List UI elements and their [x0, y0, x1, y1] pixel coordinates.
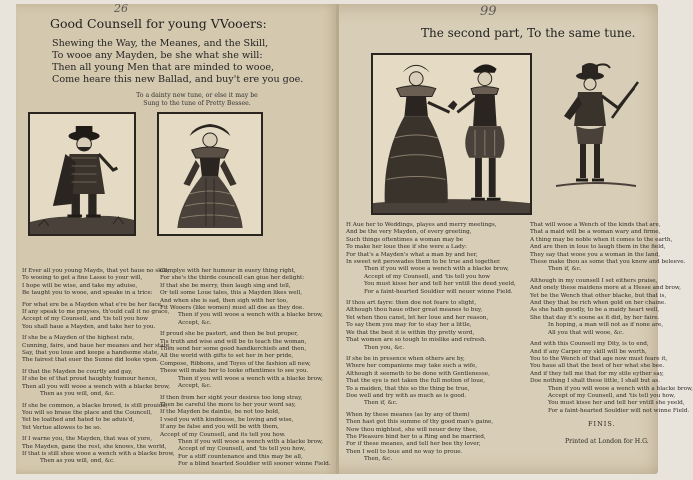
verse-line: The fairest that euer the Sunne did looke vpon. — [22, 357, 159, 364]
verse-line: That women are so tough to mislike and refresh. — [346, 337, 487, 344]
woodcut-couple — [371, 53, 532, 215]
verse-line: Yet be loathed and hated to be aduis'd, — [22, 417, 135, 424]
verse-line: If any speak to me prayses, th'ould call it no grace, — [22, 309, 170, 316]
verse-line: Such things oftentimes a woman may be — [346, 236, 464, 243]
verse-line: If proud she be pastort, and then be but proper, — [160, 331, 299, 338]
verse-column-right-2 — [530, 222, 693, 419]
refrain-line: For a faint-hearted Souldier will not winne Field. — [548, 407, 690, 414]
verse-line: And if they tell me that for my stile eyther say, — [530, 370, 664, 377]
verse-line: To a maiden, that this so the thing be true, — [346, 385, 470, 392]
verse-line: A thing may be noble when it comes to the earth, — [530, 236, 673, 243]
verse-line: To say them you may for to stay her a little, — [346, 322, 472, 329]
verse-line: In sweet wit perswades them to be true and together. — [346, 259, 501, 266]
refrain-line: Accept of my Counsell, and 'tis tell you how, — [178, 446, 306, 453]
printer-imprint: Printed at London for H.G. — [565, 438, 649, 445]
stanza — [160, 331, 323, 390]
verse-line: I hope will be wise, and take my aduise, — [22, 282, 138, 289]
verse-line: Then I well to loue and no way to proue. — [346, 448, 463, 455]
woodcut-lady — [157, 112, 263, 236]
verse-line: I vsed you with kindnesse, be loving and wise, — [160, 416, 294, 423]
stanza — [22, 436, 175, 466]
verse-line: If she be of that proud haughty humour hence, — [22, 376, 158, 383]
stanza — [22, 335, 172, 365]
finis-mark: FINIS. — [588, 420, 616, 428]
refrain-line: Accept, &c. — [178, 319, 212, 326]
verse-line: If any be false and you will be with them, — [160, 424, 279, 431]
verse-line: We that the best it is within thy pretty word, — [346, 329, 475, 336]
verse-line: You shall haue a Mayden, and take her to you. — [22, 323, 156, 330]
refrain-line: For a blind hearted Souldier will sooner winne Field. — [178, 461, 331, 468]
verse-line: Accept of my Counsell, and its tell you how. — [160, 431, 286, 438]
verse-line: If thou art fayre: then doe not feare to slight, — [346, 300, 477, 307]
refrain-line: For a faint-hearted Souldier will neuer winne Field. — [364, 288, 513, 295]
refrain-line: Then if you will wooe a wench with a blacke brow, — [548, 385, 693, 392]
verse-line: And when she is sad, then sigh with her too, — [160, 297, 289, 304]
stanza — [530, 341, 693, 415]
verse-line: If she be common, a blacke browd, is still prouide, — [22, 402, 168, 409]
stanza — [22, 368, 171, 399]
verse-line: Then send her some good handkerchiefs and then, — [160, 346, 307, 353]
refrain-line: Accept of my Counsell, and 'tis tell you how, — [548, 392, 676, 399]
verse-line: Compose, Ribbons, and Toyes of the fashion all new, — [160, 360, 311, 367]
stanza — [22, 268, 169, 298]
verse-line: Or tell some Loue tales, this a Mayden likes well, — [160, 290, 303, 297]
refrain-line: Then if you will wooe a wench with a blacke brow, — [178, 438, 323, 445]
woodcut-gentleman — [28, 112, 136, 236]
verse-line: For what ere be a Mayden what e're be her face, — [22, 301, 163, 308]
verse-line: You to the Wench of that age now must feare it, — [530, 355, 668, 362]
verse-line: These will make her to looke oftentimes to see you. — [160, 368, 309, 375]
refrain-line: You must kisse her and tell her vntill the deed yeeld, — [364, 281, 516, 288]
stanza — [160, 268, 323, 327]
stanza — [22, 301, 170, 332]
verse-line: If she be in presence when others are by, — [346, 355, 465, 362]
verse-line: For that's a Mayden's what a man by and her, — [346, 251, 478, 258]
refrain-line: Then if you will wooe a wench with a blacke brow, — [178, 312, 323, 319]
verse-line: And onely these maidens more at a Hesse and brow, — [530, 285, 681, 292]
verse-line: If that the Mayden be courtly and gay, — [22, 368, 133, 375]
verse-line: They say that wooe you a woman in the land, — [530, 251, 661, 258]
verse-line: You will so braue the place and the Councell, — [22, 409, 153, 416]
refrain-line: Then if you will wooe a wench with a blacke brow, — [364, 266, 509, 273]
refrain-line: Then as you will, ond, &c. — [40, 391, 115, 398]
verse-line: The Mayden, gane the rest, she knows, the world, — [22, 443, 167, 450]
verse-line: Yet Vertue allowes to be so. — [22, 424, 102, 431]
refrain-line: Then you, &c. — [364, 344, 405, 351]
verse-column-left-1 — [22, 268, 175, 470]
verse-line: Be taught you to wooe, and speake in a trice: — [22, 290, 153, 297]
verse-line: And if any Carper my skill will be worth, — [530, 348, 647, 355]
stanza — [160, 394, 331, 469]
verse-line: That the eye is not taken the full motion of loue, — [346, 378, 486, 385]
verse-line: All the world with gifts to set her in her pride, — [160, 353, 294, 360]
refrain-line: Then, &c. — [364, 456, 393, 463]
verse-line: If she be a Mayden of the highest rate, — [22, 335, 135, 342]
refrain-line: In hoping, a man will not as if none are, — [548, 322, 664, 329]
verse-line: Cunning, faire, and haue her meanes and her state, — [22, 342, 172, 349]
intro-line: Come heare this new Ballad, and buy't ere you goe. — [52, 74, 304, 85]
verse-line: Doe well and try with as much as is good. — [346, 392, 467, 399]
verse-line: Tis truth and wise and will be to teach the woman, — [160, 338, 307, 345]
tune-note — [72, 92, 322, 108]
verse-line: If I warne you, the Mayden, that was of yore, — [22, 436, 153, 443]
verse-line: H Aue her to Weddings, playes and merry meetings, — [346, 222, 497, 228]
second-part-title: The second part, To the same tune. — [421, 26, 636, 40]
refrain-line: Accept of my Counsell, and 'tis tell you how — [364, 273, 491, 280]
verse-line: If that is still shee wooe a wench with a blacke brow, — [22, 450, 175, 457]
intro-line: To wooe any Mayden, be she what she will: — [52, 50, 263, 61]
intro-line: Then all young Men that are minded to wooe, — [52, 62, 275, 73]
tune-line: Sung to the tune of Pretty Bessee. — [143, 100, 251, 107]
verse-line: The Pleasure bind her to a Ring and be married, — [346, 433, 486, 440]
verse-line: You haue all that the best of her what she bee. — [530, 363, 665, 370]
refrain-line: For a stiff countenance and this may be all, — [178, 453, 303, 460]
verse-line: That will wooe a Wench of the kinds that are, — [530, 222, 661, 228]
verse-line: Where her companions may take such a wife, — [346, 363, 478, 370]
verse-line: And they that be rich when gold on her chaine. — [530, 300, 667, 307]
verse-line: As she hath goodly, to be a maidy heart well, — [530, 307, 660, 314]
verse-line: To make her loue thee if she were a Lady: — [346, 244, 467, 251]
verse-line: These make thou as some that you know and beleeve. — [530, 259, 686, 266]
verse-line: Then hast got this summe of thy good man's gaine, — [346, 419, 494, 426]
woodcut-soldier — [556, 62, 642, 218]
verse-line: And be the very Mayden, of every greeting, — [346, 229, 472, 236]
verse-line: Say, that you loue and keepe a handsome state, — [22, 350, 159, 357]
ballad-intro — [52, 38, 312, 86]
verse-column-left-2 — [160, 268, 331, 473]
verse-line: Now thou mightest, she will neuer deny thee, — [346, 426, 478, 433]
verse-line: Yet be the Wench that other blacke, but that is, — [530, 292, 667, 299]
ballad-title: Good Counsell for young VVooers: — [50, 16, 267, 31]
verse-line: Then be careful the more to her your word say, — [160, 401, 296, 408]
stanza — [530, 277, 681, 337]
refrain-line: Then if, &c. — [548, 266, 582, 273]
pencil-mark-right: 99 — [480, 4, 497, 19]
verse-line: That a maid will be a woman wary and firme, — [530, 229, 661, 236]
verse-line: When by these meanes (as by any of them) — [346, 411, 470, 418]
refrain-line: Then if you will wooe a wench with a blacke brow, — [178, 375, 323, 382]
verse-line: To wooing to get a fine Lasse to your will, — [22, 275, 143, 282]
verse-line: If that she be merry, then laugh sing and tell, — [160, 282, 291, 289]
verse-line: Although it seemeth to be done with Gentlenesse, — [346, 370, 490, 377]
stanza — [530, 222, 686, 274]
refrain-line: All you that will wooe, &c. — [548, 329, 624, 336]
tune-line: To a dainty new tune, or else it may be — [136, 92, 258, 99]
refrain-line: You must kisse her and tell her vntill she yeeld, — [548, 400, 685, 407]
verse-line: And with this Counsell my Dity, is to end, — [530, 341, 649, 348]
verse-line: Fit Wooers (like women) must all doe as they doe. — [160, 305, 305, 312]
verse-line: For she's the thirde councell can giue her delight: — [160, 275, 305, 282]
verse-line: Although thou haue other great meanes to buy, — [346, 307, 483, 314]
stanza — [22, 402, 168, 433]
verse-column-right-1 — [346, 222, 524, 468]
center-fold — [336, 4, 339, 474]
verse-line: Although in my counsell I set eithers praise, — [530, 277, 658, 284]
verse-line: For if these meanes, and tell her bee thy lover, — [346, 441, 481, 448]
verse-line: Doe nothing I shall these little, I shall but as. — [530, 378, 661, 385]
verse-line: She that day it's soone as it did, by her faire. — [530, 314, 660, 321]
refrain-line: Then as you will, ond, &c. — [40, 458, 115, 465]
verse-line: If Ever all you young Mayds, that yet haue no skill, — [22, 268, 169, 274]
stanza — [346, 300, 524, 352]
verse-line: Yet when thou canst, let her loue and her reason, — [346, 314, 489, 321]
verse-line: Then all you will wooe a wench with a blacke brow, — [22, 383, 171, 390]
pencil-mark-left: 26 — [114, 2, 128, 15]
verse-line: Complye with her humour in euery thing right, — [160, 268, 296, 274]
stanza — [346, 412, 524, 464]
verse-line: Accept of my Counsell, and 'tis tell you how — [22, 316, 149, 323]
verse-line: If then from her sight your desires too long stray, — [160, 394, 303, 401]
stanza — [346, 222, 524, 296]
stanza — [346, 356, 524, 408]
verse-line: If the Mayden be daintie, be not too bold, — [160, 409, 280, 416]
refrain-line: Accept, &c. — [178, 383, 212, 390]
verse-line: And are then in loue to laugh them in the field, — [530, 244, 666, 251]
intro-line: Shewing the Way, the Meanes, and the Skill, — [52, 38, 269, 49]
refrain-line: Then if, &c. — [364, 400, 398, 407]
